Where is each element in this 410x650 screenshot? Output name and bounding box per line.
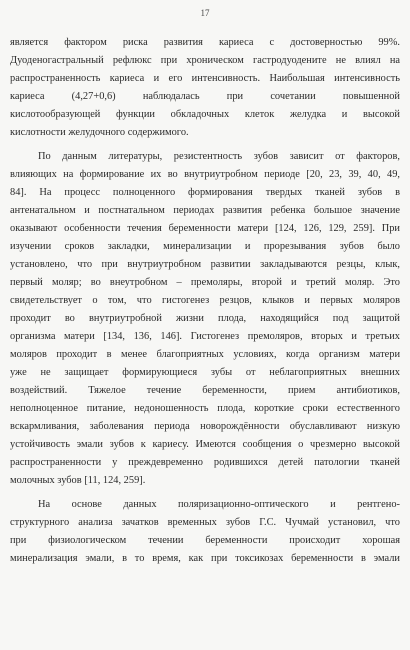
paragraph-3 [10, 496, 400, 568]
page-number: 17 [200, 8, 210, 18]
text-line: является фактором риска развития кариеса с достоверностью 99%. [10, 37, 400, 48]
text-line: вскармливания, заболевания периода новорождённости обуславливают низкую [10, 421, 400, 432]
text-line: кариеса (4,27+0,6) наблюдалась при сочетании повышенной [10, 91, 400, 102]
text-line: неполноценное питание, недоношенность плода, короткие сроки естественного [10, 403, 400, 414]
text-line: распространенности у преждевременно родившихся детей патологии тканей [10, 457, 400, 468]
text-line: устойчивость эмали зубов к кариесу. Имеются сообщения о чрезмерно высокой [10, 439, 400, 450]
text-line: установлено, что при внутриутробном развитии закладываются резцы, клык, [10, 259, 400, 270]
text-line: организма матери [134, 136, 146]. Гистогенез премоляров, вторых и третьих [10, 331, 400, 342]
text-line: уже не защищает формирующиеся зубы от неблагоприятных внешних [10, 367, 400, 378]
text-line: моляров проходит в менее благоприятных условиях, когда организм матери [10, 349, 400, 360]
paragraph-2 [10, 148, 400, 490]
text-line: влияющих на формирование их во внутриутробном периоде [20, 23, 39, 40, 49, [10, 169, 400, 180]
text-line: антенатальном и постнатальном периодах развития ребенка большое значение [10, 205, 400, 216]
text-line: По данным литературы, резистентность зубов зависит от факторов, [38, 151, 400, 162]
text-line: минерализация эмали, в то время, как при токсикозах беременности в эмали [10, 553, 400, 564]
body-text [10, 34, 400, 568]
text-line: первый моляр; во внеутробном – премоляры, второй и третий моляр. Это [10, 277, 400, 288]
text-line: свидетельствует о том, что гистогенез резцов, клыков и первых моляров [10, 295, 400, 306]
text-line: молочных зубов [11, 124, 259]. [10, 475, 146, 486]
text-line: Дуоденогастральный рефлюкс при хроническом гастродуодените не влиял на [10, 55, 400, 66]
paragraph-1 [10, 34, 400, 142]
text-line: На основе данных поляризационно-оптического и рентгено- [38, 499, 400, 510]
text-line: 84]. На процесс полноценного формирования твердых тканей зубов в [10, 187, 400, 198]
text-line: структурного анализа зачатков временных зубов Г.С. Чучмай установил, что [10, 517, 400, 528]
text-line: при физиологическом течении беременности происходит хорошая [10, 535, 400, 546]
text-line: оказывают особенности течения беременности матери [124, 126, 129, 259]. При [10, 223, 400, 234]
text-line: воздействий. Тяжелое течение беременности, прием антибиотиков, [10, 385, 400, 396]
text-line: проходит во внутриутробной жизни плода, находящийся под защитой [10, 313, 400, 324]
text-line: распространенность кариеса и его интенсивность. Наибольшая интенсивность [10, 73, 400, 84]
text-line: кислотообразующей функции обкладочных клеток желудка и высокой [10, 109, 400, 120]
text-line: кислотности желудочного содержимого. [10, 127, 189, 138]
text-line: изучении сроков закладки, минерализации и прорезывания зубов было [10, 241, 400, 252]
